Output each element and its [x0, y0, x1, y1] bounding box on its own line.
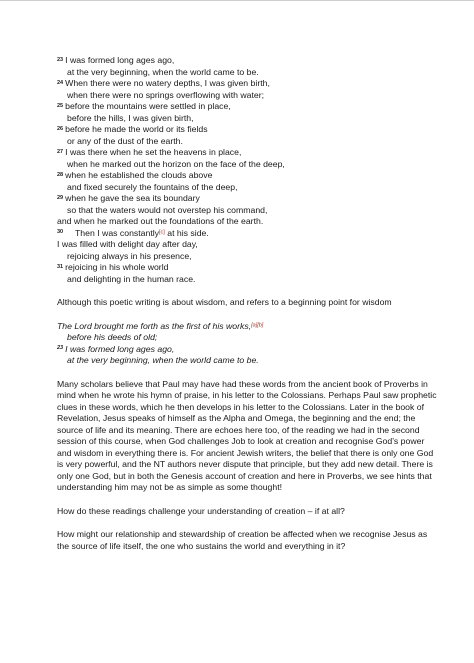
- poem-line-text: when he marked out the horizon on the face of the deep,: [67, 158, 285, 169]
- poem-line: [57, 78, 437, 90]
- poem-line-text: at the very beginning, when the world came to be.: [67, 66, 259, 77]
- verse-number: 23: [57, 345, 64, 351]
- footnote-link-c[interactable]: [c]: [159, 229, 165, 235]
- poem-line: [57, 205, 437, 217]
- poem-line-text: before the mountains were settled in place,: [65, 101, 231, 111]
- intro-paragraph: Although this poetic writing is about wisdom, and refers to a beginning point for wisdom: [57, 297, 392, 307]
- verse-number: 26: [57, 125, 64, 132]
- quote-line-2: before his deeds of old;: [67, 332, 158, 342]
- verse-30-line: 30 Then I was constantly[c] at his side.: [57, 227, 209, 238]
- poem-line-text: When there were no watery depths, I was given birth,: [65, 78, 270, 88]
- poem-line: [57, 193, 437, 205]
- poem-line-text: I was there when he set the heavens in place,: [65, 147, 242, 157]
- scripture-poem: [57, 55, 437, 228]
- footnote-link-ab[interactable]: [a][b]: [251, 322, 264, 328]
- verse-30-text-before: Then I was constantly: [75, 227, 160, 238]
- poem-line: [57, 262, 437, 274]
- poem-line-text: when he gave the sea its boundary: [65, 193, 200, 203]
- poem-line-text: I was formed long ages ago,: [65, 55, 175, 65]
- poem-line-text: before he made the world or its fields: [65, 124, 208, 134]
- poem-line: [57, 182, 437, 194]
- poem-line-text: and fixed securely the fountains of the deep,: [67, 181, 238, 192]
- quote-line-1: [57, 321, 437, 333]
- poem-line: [57, 101, 437, 113]
- scripture-poem-tail: [57, 239, 437, 285]
- poem-line-text: when there were no springs overflowing with water;: [67, 89, 265, 100]
- poem-line-text: and when he marked out the foundations of the earth.: [57, 216, 264, 226]
- question-1: How do these readings challenge your understanding of creation – if at all?: [57, 505, 345, 516]
- verse-30-text-after: at his side.: [164, 227, 209, 238]
- poem-line: [57, 90, 437, 102]
- verse-number: 29: [57, 194, 64, 201]
- poem-line: [57, 274, 437, 286]
- poem-line: [57, 55, 437, 67]
- poem-line: [57, 170, 437, 182]
- poem-line-text: so that the waters would not overstep his command,: [67, 204, 268, 215]
- verse-number: 31: [57, 263, 64, 270]
- poem-line-text: I was filled with delight day after day,: [57, 239, 198, 249]
- verse-number: 23: [57, 56, 64, 63]
- verse-number: 28: [57, 171, 64, 178]
- poem-line-text: rejoicing in his whole world: [65, 262, 169, 272]
- poem-line-text: and delighting in the human race.: [67, 273, 196, 284]
- poem-line: [57, 67, 437, 79]
- poem-line: [57, 159, 437, 171]
- poem-line-text: when he established the clouds above: [65, 170, 213, 180]
- poem-line: [57, 113, 437, 125]
- poem-line: [57, 147, 437, 159]
- poem-line: [57, 251, 437, 263]
- verse-number: 25: [57, 102, 64, 109]
- quote-line-1-text: The Lord brought me forth as the first of his works,: [57, 320, 252, 331]
- body-paragraph: Many scholars believe that Paul may have had these words from the ancient book of Proverbs in mind when he wrote his hymn of praise, in his letter to the Colossians. Perhaps Paul saw prophetic clues in these words, which he then develops in his letter to the Colossians. Later in the book of Revelation, Jesus speaks of himself as the Alpha and Omega, the beginning and the end; the source of life and its meaning. There are echoes here too, of the reading we had in the second session of this course, when God challenges Job to look at creation and recognise God’s power and wisdom in everything there is. For ancient Jewish writers, the belief that there is only one God is very powerful, and the NT authors never dispute that principle, but they add new detail. There is only one God, but in both the Genesis account of creation and here in Proverbs, we see hints that understanding him may not be as simple as some thought!: [57, 378, 437, 492]
- poem-line-text: or any of the dust of the earth.: [67, 135, 183, 146]
- poem-line: [57, 239, 437, 251]
- verse-number: 24: [57, 79, 64, 86]
- document-page: [57, 55, 437, 552]
- poem-line: [57, 124, 437, 136]
- page-top-border: [0, 0, 474, 1]
- quote-line-3: [57, 344, 437, 356]
- question-2: How might our relationship and stewardship of creation be affected when we recognise Jesus as the source of life itself, the one who sustains the world and everything in it?: [57, 529, 428, 551]
- poem-line: [57, 136, 437, 148]
- verse-number: 27: [57, 148, 64, 155]
- poem-line: [57, 216, 437, 228]
- poem-line-text: rejoicing always in his presence,: [67, 250, 192, 261]
- quote-line-4: at the very beginning, when the world came to be.: [67, 355, 259, 365]
- scripture-quote: [57, 321, 437, 367]
- poem-line-text: before the hills, I was given birth,: [67, 112, 194, 123]
- quote-line-3-text: I was formed long ages ago,: [65, 343, 175, 354]
